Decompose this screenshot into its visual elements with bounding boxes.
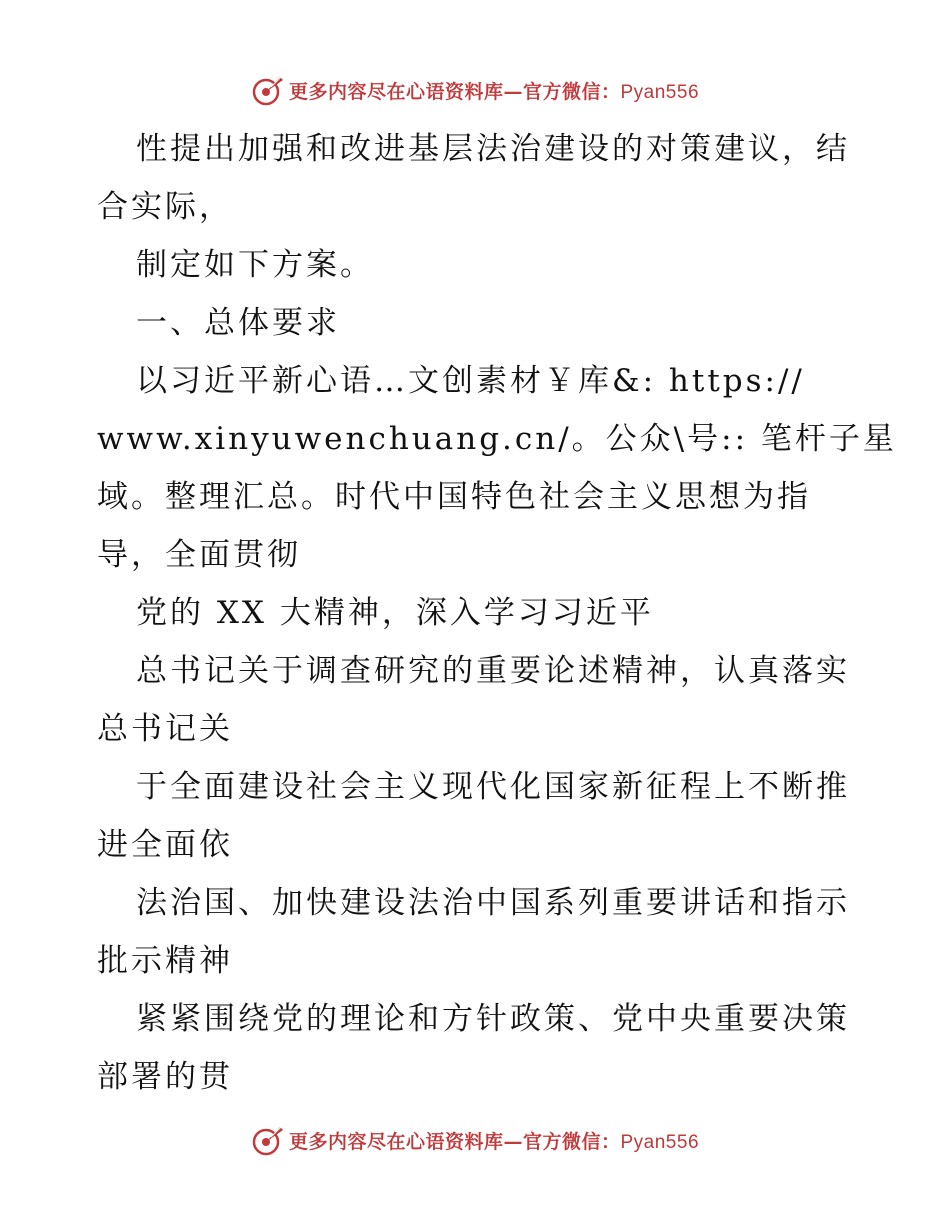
- header-wechat-id: Pyan556: [620, 81, 700, 103]
- pen-logo-icon: [251, 1123, 285, 1157]
- header-watermark: [0, 70, 950, 110]
- section-heading: 一、总体要求: [136, 305, 340, 341]
- text-line: 法治国、加快建设法治中国系列重要讲话和指示: [136, 885, 850, 921]
- footer-contact: 官方微信：: [522, 1130, 621, 1153]
- text-line: 总书记关于调查研究的重要论述精神，认真落实: [136, 653, 850, 689]
- footer-wechat-id: Pyan556: [620, 1131, 700, 1153]
- text-line: 紧紧围绕党的理论和方针政策、党中央重要决策: [136, 1001, 850, 1037]
- text-line: 制定如下方案。: [136, 247, 374, 283]
- text-line: 进全面依: [97, 827, 233, 863]
- text-line: www.xinyuwenchuang.cn/。公众\号:: 笔杆子星: [97, 421, 897, 457]
- text-line: 域。整理汇总。时代中国特色社会主义思想为指: [97, 479, 811, 515]
- document-body: [97, 120, 897, 1106]
- text-line: 部署的贯: [97, 1059, 233, 1095]
- text-line: 导，全面贯彻: [97, 537, 301, 573]
- pen-logo-icon: [251, 73, 285, 107]
- text-line: 于全面建设社会主义现代化国家新征程上不断推: [136, 769, 850, 805]
- header-brand: 更多内容尽在心语资料库: [288, 80, 504, 103]
- text-line: 批示精神: [97, 943, 233, 979]
- text-line: 党的 XX 大精神，深入学习习近平: [136, 595, 654, 631]
- footer-watermark: [0, 1120, 950, 1160]
- text-line: 性提出加强和改进基层法治建设的对策建议，结: [136, 131, 850, 167]
- footer-brand: 更多内容尽在心语资料库: [288, 1130, 504, 1153]
- header-contact: 官方微信：: [522, 80, 621, 103]
- header-separator: —: [503, 80, 523, 103]
- text-line: 以习近平新心语…文创素材￥库&: https://: [136, 363, 805, 399]
- text-line: 合实际，: [97, 189, 233, 225]
- footer-separator: —: [503, 1130, 523, 1153]
- text-line: 总书记关: [97, 711, 233, 747]
